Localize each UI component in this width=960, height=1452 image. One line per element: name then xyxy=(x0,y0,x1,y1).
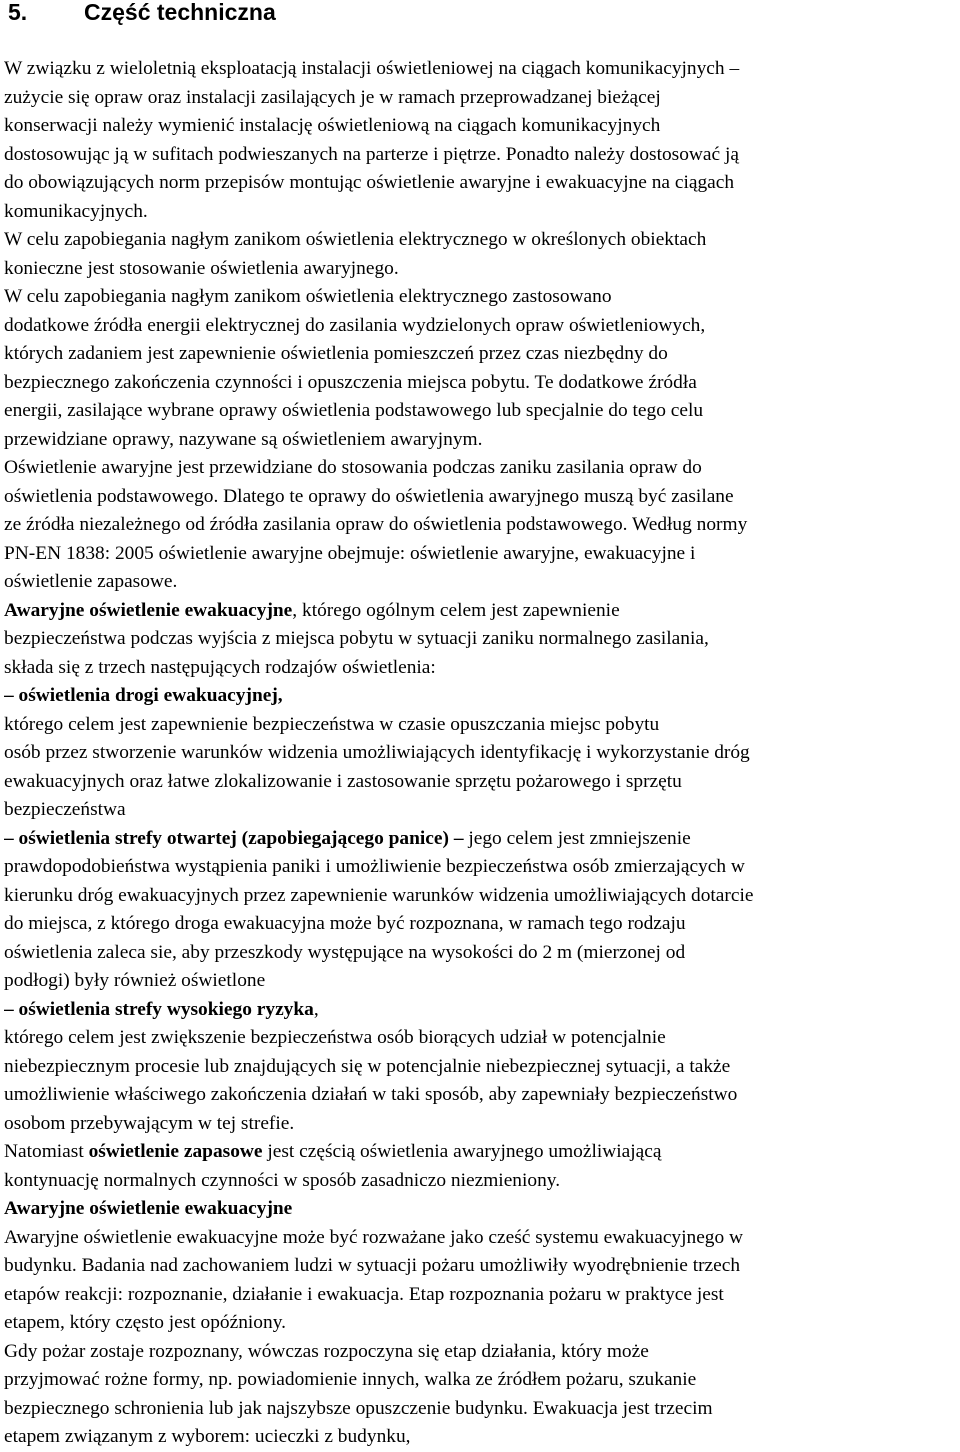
text-line: składa się z trzech następujących rodzajów oświetlenia: xyxy=(4,656,436,678)
paragraph-norm xyxy=(4,454,956,597)
text-line: osobom przebywającym w tej strefie. xyxy=(4,1112,295,1134)
text-line: podłogi) były również oświetlone xyxy=(4,970,266,991)
text-line: przyjmować rożne formy, np. powiadomienie innych, walka ze źródłem pożaru, szukanie xyxy=(4,1369,697,1390)
text-line: którego celem jest zapewnienie bezpieczeństwa w czasie opuszczania miejsc pobytu xyxy=(4,713,660,735)
bold-term: Awaryjne oświetlenie ewakuacyjne xyxy=(4,599,293,621)
text-line: przewidziane oprawy, nazywane są oświetleniem awaryjnym. xyxy=(4,428,483,450)
text-line: bezpiecznego schronienia lub jak najszybsze opuszczenie budynku. Ewakuacja jest trzecim xyxy=(4,1397,713,1419)
list-item-heading: – oświetlenia strefy otwartej (zapobiegającego panice) – xyxy=(4,827,464,849)
bold-term: oświetlenie zapasowe xyxy=(88,1141,263,1162)
text-line: W celu zapobiegania nagłym zanikom oświetlenia elektrycznego zastosowano xyxy=(4,286,612,307)
text-line: bezpieczeństwa podczas wyjścia z miejsca pobytu w sytuacji zaniku normalnego zasilania, xyxy=(4,628,709,649)
list-item-high-risk xyxy=(4,996,956,1139)
text-line: konserwacji należy wymienić instalację oświetleniową na ciągach komunikacyjnych xyxy=(4,115,661,136)
text-line xyxy=(4,825,956,854)
paragraph-action-stage xyxy=(4,1338,956,1452)
list-item-open-area xyxy=(4,825,956,996)
text-line: ze źródła niezależnego od źródła zasilania opraw do oświetlenia podstawowego. Według normy xyxy=(4,514,748,535)
list-item-heading: – oświetlenia strefy wysokiego ryzyka xyxy=(4,998,314,1020)
text-line xyxy=(4,597,956,626)
text-line xyxy=(4,996,956,1025)
paragraph-evacuation-lighting xyxy=(4,597,956,683)
section-number: 5. xyxy=(8,0,28,25)
text-run: , którego ogólnym celem jest zapewnienie xyxy=(292,599,620,621)
text-line: do miejsca, z którego droga ewakuacyjna może być rozpoznana, w ramach tego rodzaju xyxy=(4,913,686,934)
text-line: Oświetlenie awaryjne jest przewidziane do stosowania podczas zaniku zasilania opraw do xyxy=(4,457,702,478)
text-line: energii, zasilające wybrane oprawy oświetlenia podstawowego lub specjalnie do tego celu xyxy=(4,400,704,421)
text-line: dostosowując ją w sufitach podwieszanych na parterze i piętrze. Ponadto należy dostosować ją xyxy=(4,143,739,165)
text-line: ewakuacyjnych oraz łatwe zlokalizowanie i zastosowanie sprzętu pożarowego i sprzętu xyxy=(4,770,682,792)
text-line: oświetlenia zaleca sie, aby przeszkody występujące na wysokości do 2 m (mierzonej od xyxy=(4,941,686,963)
text-line: PN-EN 1838: 2005 oświetlenie awaryjne obejmuje: oświetlenie awaryjne, ewakuacyjne i xyxy=(4,542,696,564)
paragraph-emergency-need xyxy=(4,226,956,283)
text-line: konieczne jest stosowanie oświetlenia awaryjnego. xyxy=(4,257,399,279)
text-line: którego celem jest zwiększenie bezpieczeństwa osób biorących udział w potencjalnie xyxy=(4,1027,666,1048)
text-line: dodatkowe źródła energii elektrycznej do zasilania wydzielonych opraw oświetleniowych, xyxy=(4,314,706,336)
text-line: etapów reakcji: rozpoznanie, działanie i ewakuacja. Etap rozpoznania pożaru w praktyce jest xyxy=(4,1283,724,1305)
text-line: kontynuację normalnych czynności w sposób zasadniczo niezmieniony. xyxy=(4,1169,561,1191)
text-line xyxy=(4,1138,956,1167)
text-line: komunikacyjnych. xyxy=(4,200,148,222)
list-item-escape-route xyxy=(4,682,956,825)
text-line: bezpieczeństwa xyxy=(4,799,126,820)
section-heading xyxy=(8,0,276,26)
text-line: Gdy pożar zostaje rozpoznany, wówczas rozpoczyna się etap działania, który może xyxy=(4,1340,649,1362)
text-line: etapem związanym z wyborem: ucieczki z budynku, xyxy=(4,1426,411,1447)
text-line: zużycie się opraw oraz instalacji zasilających je w ramach przeprowadzanej bieżącej xyxy=(4,86,661,108)
text-line: osób przez stworzenie warunków widzenia umożliwiających identyfikację i wykorzystanie dróg xyxy=(4,742,750,763)
text-line: Awaryjne oświetlenie ewakuacyjne może być rozważane jako cześć systemu ewakuacyjnego w xyxy=(4,1226,744,1248)
text-line: W celu zapobiegania nagłym zanikom oświetlenia elektrycznego w określonych obiektach xyxy=(4,229,707,250)
text-line: W związku z wieloletnią eksploatacją instalacji oświetleniowej na ciągach komunikacyjnych – xyxy=(4,58,740,79)
text-line: etapem, który często jest opóźniony. xyxy=(4,1312,286,1333)
text-run: Natomiast xyxy=(4,1141,89,1162)
text-line: prawdopodobieństwa wystąpienia paniki i umożliwienie bezpieczeństwa osób zmierzających w xyxy=(4,856,745,877)
section-title: Część techniczna xyxy=(84,0,276,25)
text-line: umożliwienie właściwego zakończenia działań w taki sposób, aby zapewniały bezpieczeństwo xyxy=(4,1084,738,1105)
text-line: kierunku dróg ewakuacyjnych przez zapewnienie warunków widzenia umożliwiających dotarcie xyxy=(4,884,754,906)
text-line: niebezpiecznym procesie lub znajdujących się w potencjalnie niebezpiecznej sytuacji, a także xyxy=(4,1055,731,1077)
paragraph-reaction-stages xyxy=(4,1224,956,1338)
list-item-heading: – oświetlenia drogi ewakuacyjnej, xyxy=(4,685,283,706)
text-run: jest częścią oświetlenia awaryjnego umożliwiającą xyxy=(262,1141,662,1162)
paragraph-standby-lighting xyxy=(4,1138,956,1195)
paragraph-power-sources xyxy=(4,283,956,454)
text-line: bezpiecznego zakończenia czynności i opuszczenia miejsca pobytu. Te dodatkowe źródła xyxy=(4,371,697,393)
text-line: oświetlenie zapasowe. xyxy=(4,571,178,592)
text-line: budynku. Badania nad zachowaniem ludzi w sytuacji pożaru umożliwiły wyodrębnienie trzech xyxy=(4,1255,741,1276)
text-run: jego celem jest zmniejszenie xyxy=(463,827,691,849)
text-line: oświetlenia podstawowego. Dlatego te oprawy do oświetlenia awaryjnego muszą być zasilane xyxy=(4,485,734,507)
text-run: , xyxy=(313,998,319,1020)
text-line: do obowiązujących norm przepisów montując oświetlenie awaryjne i ewakuacyjne na ciągach xyxy=(4,172,735,193)
subheading: Awaryjne oświetlenie ewakuacyjne xyxy=(4,1198,293,1219)
text-line: których zadaniem jest zapewnienie oświetlenia pomieszczeń przez czas niezbędny do xyxy=(4,343,668,364)
document-body xyxy=(4,55,956,1452)
paragraph-renovation xyxy=(4,55,956,226)
